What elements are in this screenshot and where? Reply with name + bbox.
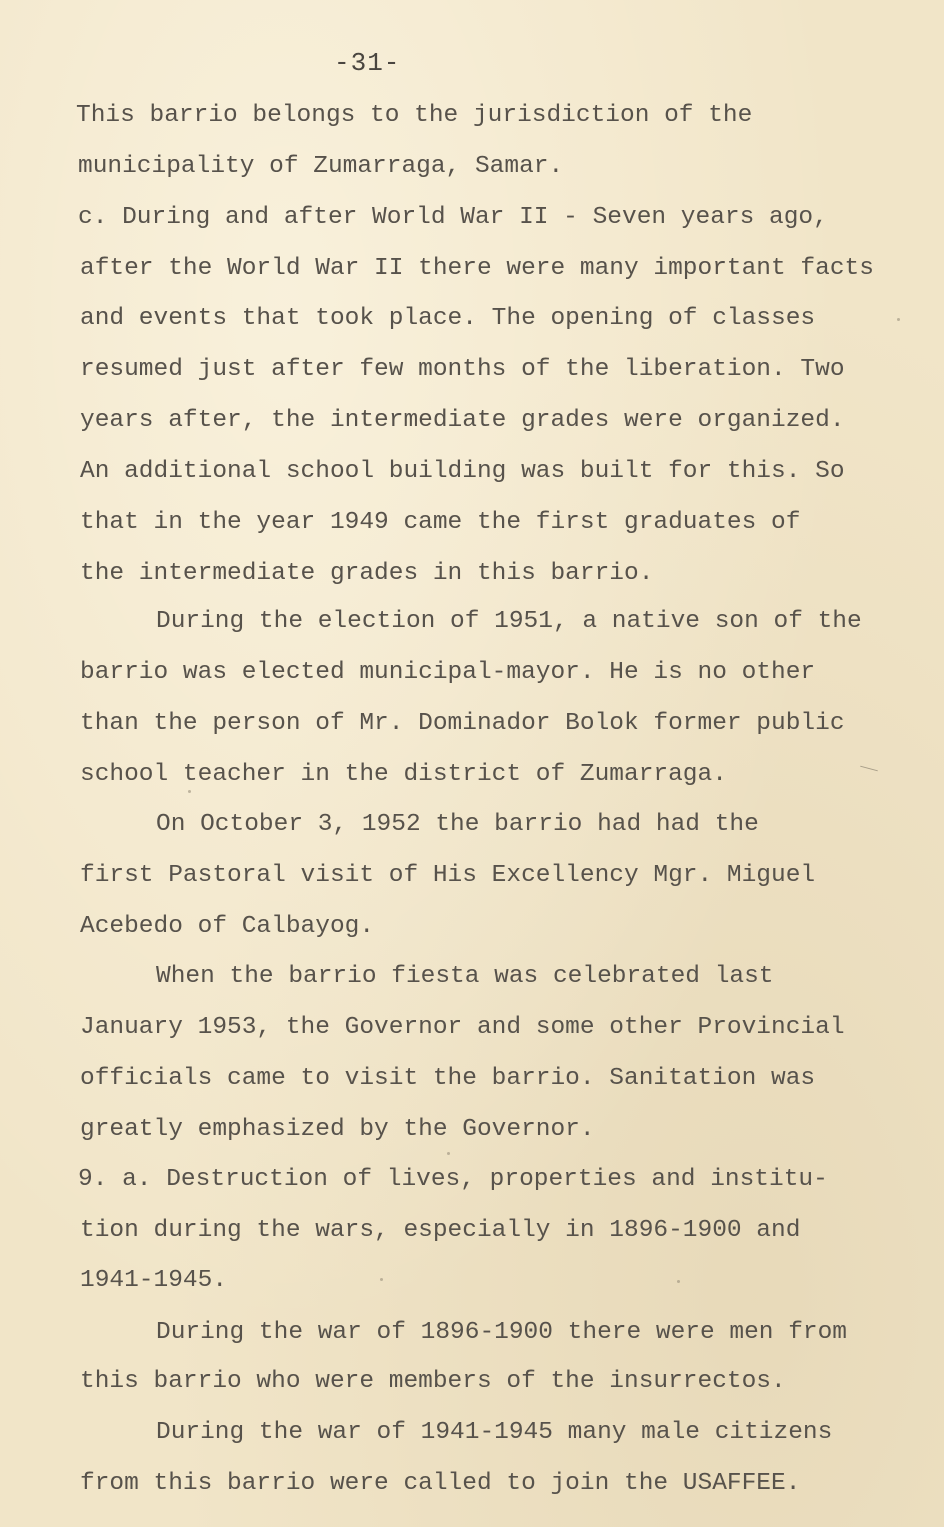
text-line: resumed just after few months of the liberation. Two [80, 356, 845, 383]
text-line: barrio was elected municipal-mayor. He is no other [80, 659, 816, 686]
text-line: municipality of Zumarraga, Samar. [78, 153, 564, 180]
text-line: During the war of 1896-1900 there were men from [156, 1319, 848, 1346]
text-line: Acebedo of Calbayog. [80, 913, 375, 940]
pen-stroke [860, 766, 878, 772]
text-line: When the barrio fiesta was celebrated last [156, 963, 774, 990]
text-line: the intermediate grades in this barrio. [80, 560, 654, 587]
paper-speck [447, 1152, 450, 1155]
text-line: after the World War II there were many important facts [80, 255, 874, 282]
text-line: school teacher in the district of Zumarraga. [80, 761, 727, 788]
text-line: years after, the intermediate grades were organized. [80, 407, 845, 434]
text-line: During the election of 1951, a native son of the [156, 608, 862, 635]
text-line: c. During and after World War II - Seven years ago, [78, 204, 828, 231]
text-line: 1941-1945. [80, 1267, 228, 1294]
text-line: from this barrio were called to join the USAFFEE. [80, 1470, 801, 1497]
text-line: This barrio belongs to the jurisdiction of the [76, 102, 753, 129]
text-line: greatly emphasized by the Governor. [80, 1116, 595, 1143]
text-line: An additional school building was built for this. So [80, 458, 845, 485]
paper-speck [677, 1280, 680, 1283]
paper-speck [897, 318, 900, 321]
text-line: first Pastoral visit of His Excellency Mgr. Miguel [80, 862, 816, 889]
paper-speck [188, 790, 191, 793]
text-line: and events that took place. The opening of classes [80, 305, 816, 332]
text-line: than the person of Mr. Dominador Bolok former public [80, 710, 845, 737]
page-number: -31- [334, 48, 401, 78]
paper-speck [380, 1278, 383, 1281]
text-line: that in the year 1949 came the first graduates of [80, 509, 801, 536]
text-line: officials came to visit the barrio. Sanitation was [80, 1065, 816, 1092]
text-line: this barrio who were members of the insurrectos. [80, 1368, 786, 1395]
text-line: During the war of 1941-1945 many male citizens [156, 1419, 833, 1446]
text-line: tion during the wars, especially in 1896-1900 and [80, 1217, 801, 1244]
text-line: On October 3, 1952 the barrio had had the [156, 811, 759, 838]
text-line: January 1953, the Governor and some other Provincial [80, 1014, 845, 1041]
text-line: 9. a. Destruction of lives, properties and institu- [78, 1166, 828, 1193]
